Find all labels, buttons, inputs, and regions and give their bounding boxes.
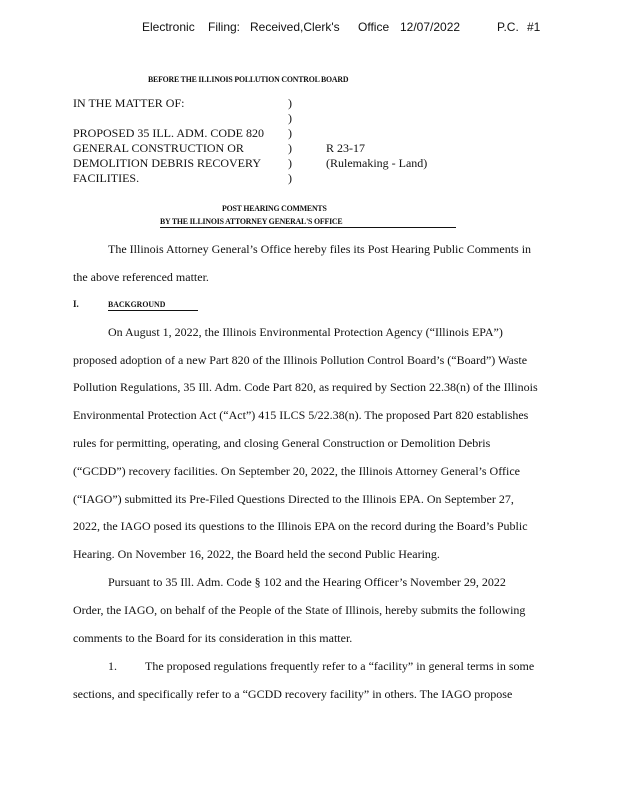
filing-date: 12/07/2022 [400, 20, 461, 34]
body-line: Hearing. On November 16, 2022, the Board held the second Public Hearing. [73, 547, 440, 561]
document-title: POST HEARING COMMENTS [222, 203, 327, 213]
body-line: The Illinois Attorney General’s Office hereby files its Post Hearing Public Comments in [108, 242, 532, 256]
section-number: I. [73, 299, 79, 309]
body-line: Pursuant to 35 Ill. Adm. Code § 102 and the Hearing Officer’s November 29, 2022 [108, 575, 506, 589]
caption-parens [288, 96, 292, 186]
body-line: sections, and specifically refer to a “GCDD recovery facility” in others. The IAGO propose [73, 687, 513, 701]
caption-paren: ) [288, 141, 292, 155]
caption-paren: ) [288, 96, 292, 110]
caption-line: PROPOSED 35 ILL. ADM. CODE 820 [73, 126, 265, 140]
caption-line: FACILITIES. [73, 171, 140, 185]
title-underline [160, 227, 456, 228]
caption-paren: ) [288, 111, 292, 125]
caption-left [73, 96, 264, 186]
body-line: Order, the IAGO, on behalf of the People of the State of Illinois, hereby submits the following [73, 603, 526, 617]
body-line: Pollution Regulations, 35 Ill. Adm. Code Part 820, as required by Section 22.38(n) of the Illinois [73, 380, 538, 394]
filing-received: Received,Clerk's [250, 20, 340, 34]
body-line: (“GCDD”) recovery facilities. On September 20, 2022, the Illinois Attorney General’s Office [73, 464, 520, 478]
filing-electronic: Electronic [142, 20, 195, 34]
filing-label: Filing: [208, 20, 241, 34]
filing-office: Office [358, 20, 390, 34]
body-line: On August 1, 2022, the Illinois Environmental Protection Agency (“Illinois EPA”) [108, 325, 503, 339]
caption-paren: ) [288, 171, 292, 185]
board-name: BEFORE THE ILLINOIS POLLUTION CONTROL BOARD [148, 74, 349, 84]
caption-right [326, 141, 427, 171]
body-line: proposed adoption of a new Part 820 of the Illinois Pollution Control Board’s (“Board”) Waste [73, 353, 528, 367]
caption-paren: ) [288, 156, 292, 170]
caption-paren: ) [288, 126, 292, 140]
filing-pc: P.C. [497, 20, 519, 34]
caption-line: GENERAL CONSTRUCTION OR [73, 141, 244, 155]
caption-line: DEMOLITION DEBRIS RECOVERY [73, 156, 261, 170]
body-line: The proposed regulations frequently refer to a “facility” in general terms in some [145, 659, 535, 673]
body-line: rules for permitting, operating, and closing General Construction or Demolition Debris [73, 436, 491, 450]
case-type: (Rulemaking - Land) [326, 156, 428, 170]
body-line: Environmental Protection Act (“Act”) 415 ILCS 5/22.38(n). The proposed Part 820 establishes [73, 408, 529, 422]
body-line: comments to the Board for its consideration in this matter. [73, 631, 353, 645]
caption-line: IN THE MATTER OF: [73, 96, 185, 110]
case-number: R 23-17 [326, 141, 365, 155]
body-line: 2022, the IAGO posed its questions to the Illinois EPA on the record during the Board’s Public [73, 519, 528, 533]
paragraph-number: 1. [108, 659, 117, 673]
filing-number: #1 [527, 20, 541, 34]
section-heading: BACKGROUND [108, 299, 166, 309]
section-underline [108, 310, 198, 311]
body-line: the above referenced matter. [73, 270, 209, 284]
caption-line [73, 111, 264, 126]
body-line: (“IAGO”) submitted its Pre-Filed Questions Directed to the Illinois EPA. On September 27, [73, 492, 514, 506]
document-author: BY THE ILLINOIS ATTORNEY GENERAL'S OFFICE [160, 216, 343, 226]
